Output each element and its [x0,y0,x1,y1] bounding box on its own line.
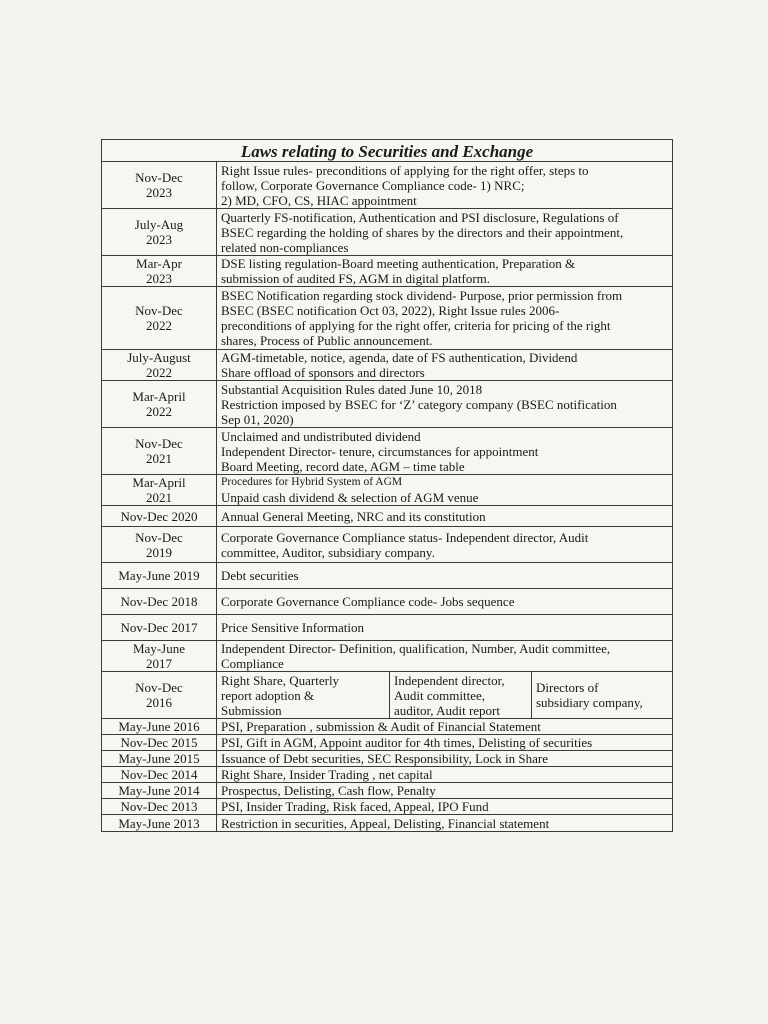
text-line: PSI, Insider Trading, Risk faced, Appeal, IPO Fund [221,799,489,814]
text-line: Debt securities [221,568,299,583]
text-line: PSI, Gift in AGM, Appoint auditor for 4th times, Delisting of securities [221,735,593,750]
text-line: May-June 2013 [118,815,200,831]
topics-cell [217,719,672,734]
text-line: Submission [221,702,282,718]
text-line: 2023 [145,232,172,247]
topic-subcell [389,672,531,718]
topics-cell [217,350,672,380]
text-line: AGM-timetable, notice, agenda, date of FS authentication, Dividend [221,350,578,365]
text-line: auditor, Audit report [394,702,500,718]
text-line: Nov-Dec 2013 [120,799,198,814]
exam-session-cell [102,815,217,831]
text-line: July-Aug [134,217,184,232]
text-line: Nov-Dec [135,170,183,185]
exam-session-cell [102,527,217,562]
table-row [102,475,672,506]
text-line: Board Meeting, record date, AGM – time table [221,458,465,474]
text-line: follow, Corporate Governance Compliance code- 1) NRC; [221,177,525,193]
exam-session-cell [102,615,217,640]
table-row [102,287,672,350]
text-line: Independent Director- tenure, circumstances for appointment [221,443,539,459]
table-row [102,767,672,783]
table-row [102,615,672,641]
text-line: Quarterly FS-notification, Authentication and PSI disclosure, Regulations of [221,209,619,225]
exam-session-cell [102,589,217,614]
table-row [102,751,672,767]
table-row [102,589,672,615]
topics-cell [217,641,672,671]
exam-session-cell [102,287,217,349]
text-line: Price Sensitive Information [221,620,364,635]
table-row [102,783,672,799]
table-row [102,256,672,287]
text-line: 2) MD, CFO, CS, HIAC appointment [221,192,417,208]
text-line: report adoption & [221,687,315,703]
text-line: DSE listing regulation-Board meeting authentication, Preparation & [221,256,576,271]
text-line: Substantial Acquisition Rules dated June 10, 2018 [221,381,483,397]
table-title: Laws relating to Securities and Exchange [102,140,672,162]
text-line: Prospectus, Delisting, Cash flow, Penalty [221,783,436,798]
securities-laws-table [101,139,673,832]
text-line: Independent director, [394,672,505,688]
text-line: Restriction in securities, Appeal, Delisting, Financial statement [221,815,550,831]
table-row [102,428,672,475]
table-row [102,350,672,381]
text-line: Issuance of Debt securities, SEC Responsibility, Lock in Share [221,751,548,766]
text-line: Nov-Dec [135,529,183,545]
text-line: Independent Director- Definition, qualification, Number, Audit committee, [221,641,611,656]
topics-cell [217,783,672,798]
table-row [102,527,672,563]
exam-session-cell [102,767,217,782]
text-line: 2017 [146,656,172,671]
text-line: May-June 2015 [118,751,200,766]
text-line: Audit committee, [394,687,485,703]
topics-cell [217,767,672,782]
text-line: Corporate Governance Compliance code- Jobs sequence [221,594,515,609]
table-row [102,162,672,209]
text-line: BSEC (BSEC notification Oct 03, 2022), Right Issue rules 2006- [221,303,560,318]
text-line: 2016 [146,695,172,710]
exam-session-cell [102,751,217,766]
text-line: PSI, Preparation , submission & Audit of Financial Statement [221,719,541,734]
topics-cell [217,589,672,614]
table-row [102,209,672,256]
text-line: BSEC regarding the holding of shares by the directors and their appointment, [221,224,624,240]
exam-session-cell [102,428,217,474]
topics-cell [217,615,672,640]
text-line: Mar-Apr [136,256,182,271]
exam-session-cell [102,672,217,718]
text-line: Nov-Dec 2020 [120,508,198,524]
topics-cell [217,506,672,526]
text-line: Corporate Governance Compliance status- Independent director, Audit [221,529,589,545]
text-line: Restriction imposed by BSEC for ‘Z’ category company (BSEC notification [221,396,617,412]
exam-session-cell [102,641,217,671]
text-line: Nov-Dec [135,436,183,451]
text-line: 2022 [146,318,172,333]
exam-session-cell [102,783,217,798]
topics-cell [217,799,672,814]
exam-session-cell [102,256,217,286]
topics-cell [217,287,672,349]
text-line: committee, Auditor, subsidiary company. [221,544,435,560]
topics-cell [217,751,672,766]
text-line: Annual General Meeting, NRC and its constitution [221,508,486,524]
topics-cell [217,381,672,427]
topics-cell [217,527,672,562]
text-line: May-June 2019 [118,568,200,583]
text-line: BSEC Notification regarding stock dividend- Purpose, prior permission from [221,288,623,303]
text-line: Right Share, Insider Trading , net capital [221,767,433,782]
topics-cell [217,735,672,750]
table-row [102,641,672,672]
text-line: Nov-Dec 2015 [120,735,198,750]
table-body [102,162,672,831]
exam-session-cell [102,209,217,255]
exam-session-cell [102,719,217,734]
text-line: preconditions of applying for the right offer, criteria for pricing of the right [221,318,611,333]
text-line: 2022 [145,404,172,419]
text-line: Nov-Dec [135,680,183,695]
topics-cell [217,209,672,255]
text-line: Nov-Dec 2018 [120,594,198,609]
text-line: Right Share, Quarterly [221,672,340,688]
text-line: subsidiary company, [536,695,643,710]
table-row [102,735,672,751]
text-line: 2023 [145,271,172,286]
text-line: Share offload of sponsors and directors [221,365,425,380]
topic-subcell [217,672,389,718]
text-line: 2021 [145,490,172,505]
topics-split-cell [217,672,672,718]
text-line: submission of audited FS, AGM in digital platform. [221,271,491,286]
text-line: May-June 2016 [118,719,200,734]
topics-cell [217,475,672,505]
topics-cell [217,815,672,831]
table-row [102,563,672,589]
text-line: Compliance [221,656,284,671]
table-row [102,506,672,527]
exam-session-cell [102,350,217,380]
table-row [102,381,672,428]
topics-cell [217,162,672,208]
text-line: 2023 [146,185,172,200]
text-line: Mar-April [132,475,186,490]
exam-session-cell [102,735,217,750]
topic-subcell [531,672,672,718]
text-line: Procedures for Hybrid System of AGM [221,476,403,488]
text-line: Nov-Dec [135,303,183,318]
text-line: Directors of [536,680,599,695]
text-line: July-August [127,350,191,365]
table-row [102,672,672,719]
table-row [102,799,672,815]
exam-session-cell [102,506,217,526]
text-line: Sep 01, 2020) [221,411,294,427]
text-line: Nov-Dec 2017 [120,620,198,635]
text-line: 2019 [146,544,172,560]
topics-cell [217,563,672,588]
text-line: May-June 2014 [118,783,200,798]
text-line: Unpaid cash dividend & selection of AGM venue [221,490,479,505]
text-line: 2021 [146,451,172,466]
exam-session-cell [102,799,217,814]
exam-session-cell [102,563,217,588]
text-line: Mar-April [132,389,186,404]
exam-session-cell [102,475,217,505]
text-line: Nov-Dec 2014 [120,767,198,782]
text-line: May-June [133,641,185,656]
text-line: related non-compliances [221,239,349,255]
text-line: Unclaimed and undistributed dividend [221,428,421,444]
table-row [102,719,672,735]
text-line: 2022 [146,365,172,380]
text-line: Right Issue rules- preconditions of applying for the right offer, steps to [221,162,589,178]
text-line: shares, Process of Public announcement. [221,333,433,348]
table-row [102,815,672,831]
topics-cell [217,256,672,286]
exam-session-cell [102,381,217,427]
topics-cell [217,428,672,474]
exam-session-cell [102,162,217,208]
